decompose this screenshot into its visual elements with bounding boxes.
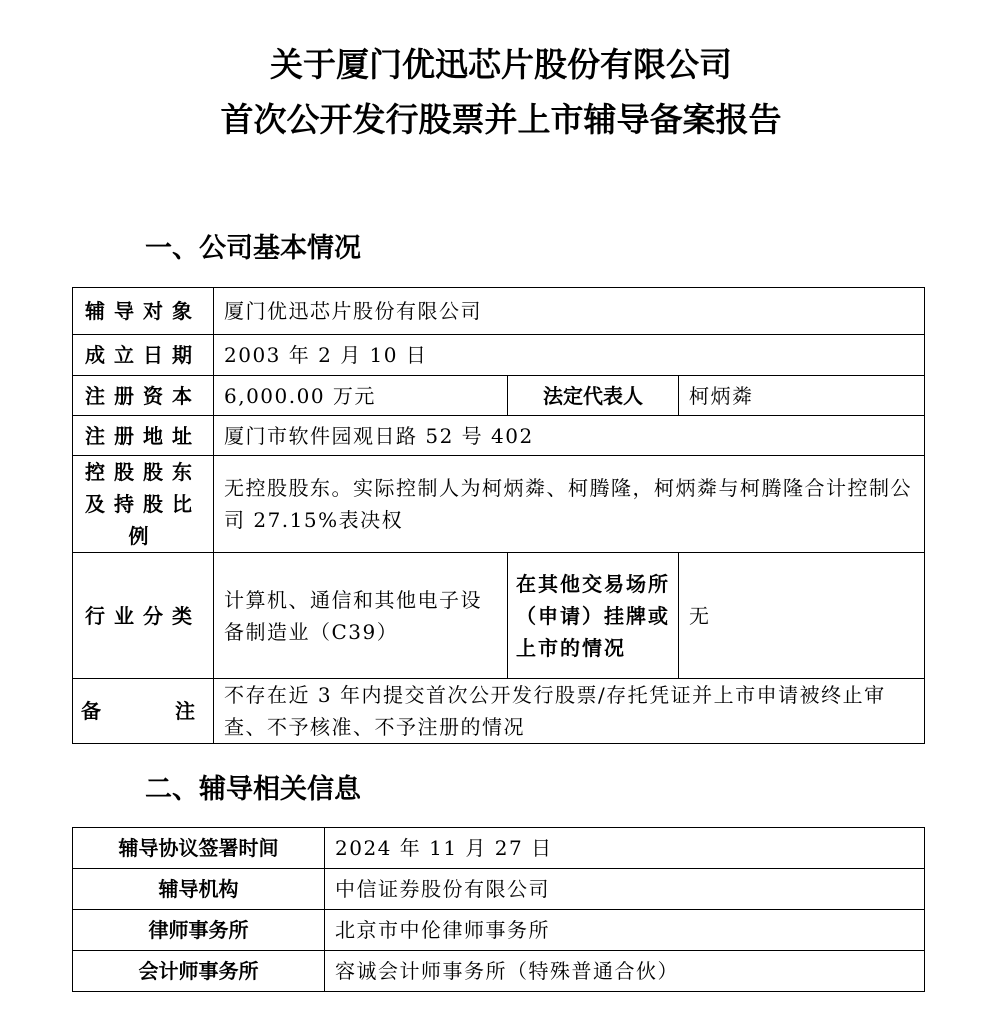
capital-value: 6,000.00 万元 — [214, 376, 508, 416]
table-row — [73, 288, 925, 335]
holding-label: 控股股东及持股比例 — [73, 456, 214, 553]
founded-label: 成立日期 — [73, 335, 214, 376]
section-heading-coaching-info: 二、辅导相关信息 — [145, 774, 361, 805]
coaching-date-label: 辅导协议签署时间 — [73, 828, 325, 869]
remark-label — [73, 679, 214, 744]
company-info-table — [72, 287, 925, 744]
other-listing-value: 无 — [679, 553, 925, 679]
remark-label-left: 备 — [81, 699, 101, 723]
capital-label: 注册资本 — [73, 376, 214, 416]
law-firm-value: 北京市中伦律师事务所 — [325, 910, 925, 951]
address-label: 注册地址 — [73, 416, 214, 456]
coaching-agency-label: 辅导机构 — [73, 869, 325, 910]
document-title-line-1: 关于厦门优迅芯片股份有限公司 — [270, 45, 732, 84]
legal-rep-label: 法定代表人 — [508, 376, 679, 416]
remark-label-right: 注 — [175, 699, 195, 723]
other-listing-label: 在其他交易场所（申请）挂牌或上市的情况 — [508, 553, 679, 679]
law-firm-label: 律师事务所 — [73, 910, 325, 951]
section-heading-company-info: 一、公司基本情况 — [145, 233, 361, 264]
table-row — [73, 376, 925, 416]
legal-rep-value: 柯炳粦 — [679, 376, 925, 416]
table-row — [73, 335, 925, 376]
remark-value: 不存在近 3 年内提交首次公开发行股票/存托凭证并上市申请被终止审查、不予核准、不予注册的情况 — [214, 679, 925, 744]
table-row — [73, 828, 925, 869]
holding-value: 无控股股东。实际控制人为柯炳粦、柯腾隆，柯炳粦与柯腾隆合计控制公司 27.15%表决权 — [214, 456, 925, 553]
table-row — [73, 456, 925, 553]
table-row — [73, 679, 925, 744]
industry-label: 行业分类 — [73, 553, 214, 679]
address-value: 厦门市软件园观日路 52 号 402 — [214, 416, 925, 456]
founded-value: 2003 年 2 月 10 日 — [214, 335, 925, 376]
table-row — [73, 910, 925, 951]
document-title-line-2: 首次公开发行股票并上市辅导备案报告 — [220, 100, 782, 139]
coaching-agency-value: 中信证券股份有限公司 — [325, 869, 925, 910]
target-label: 辅导对象 — [73, 288, 214, 335]
industry-value: 计算机、通信和其他电子设备制造业（C39） — [214, 553, 508, 679]
accounting-firm-value: 容诚会计师事务所（特殊普通合伙） — [325, 951, 925, 992]
coaching-date-value: 2024 年 11 月 27 日 — [325, 828, 925, 869]
table-row — [73, 416, 925, 456]
target-value: 厦门优迅芯片股份有限公司 — [214, 288, 925, 335]
coaching-info-table — [72, 827, 925, 992]
table-row — [73, 553, 925, 679]
table-row — [73, 951, 925, 992]
accounting-firm-label: 会计师事务所 — [73, 951, 325, 992]
table-row — [73, 869, 925, 910]
